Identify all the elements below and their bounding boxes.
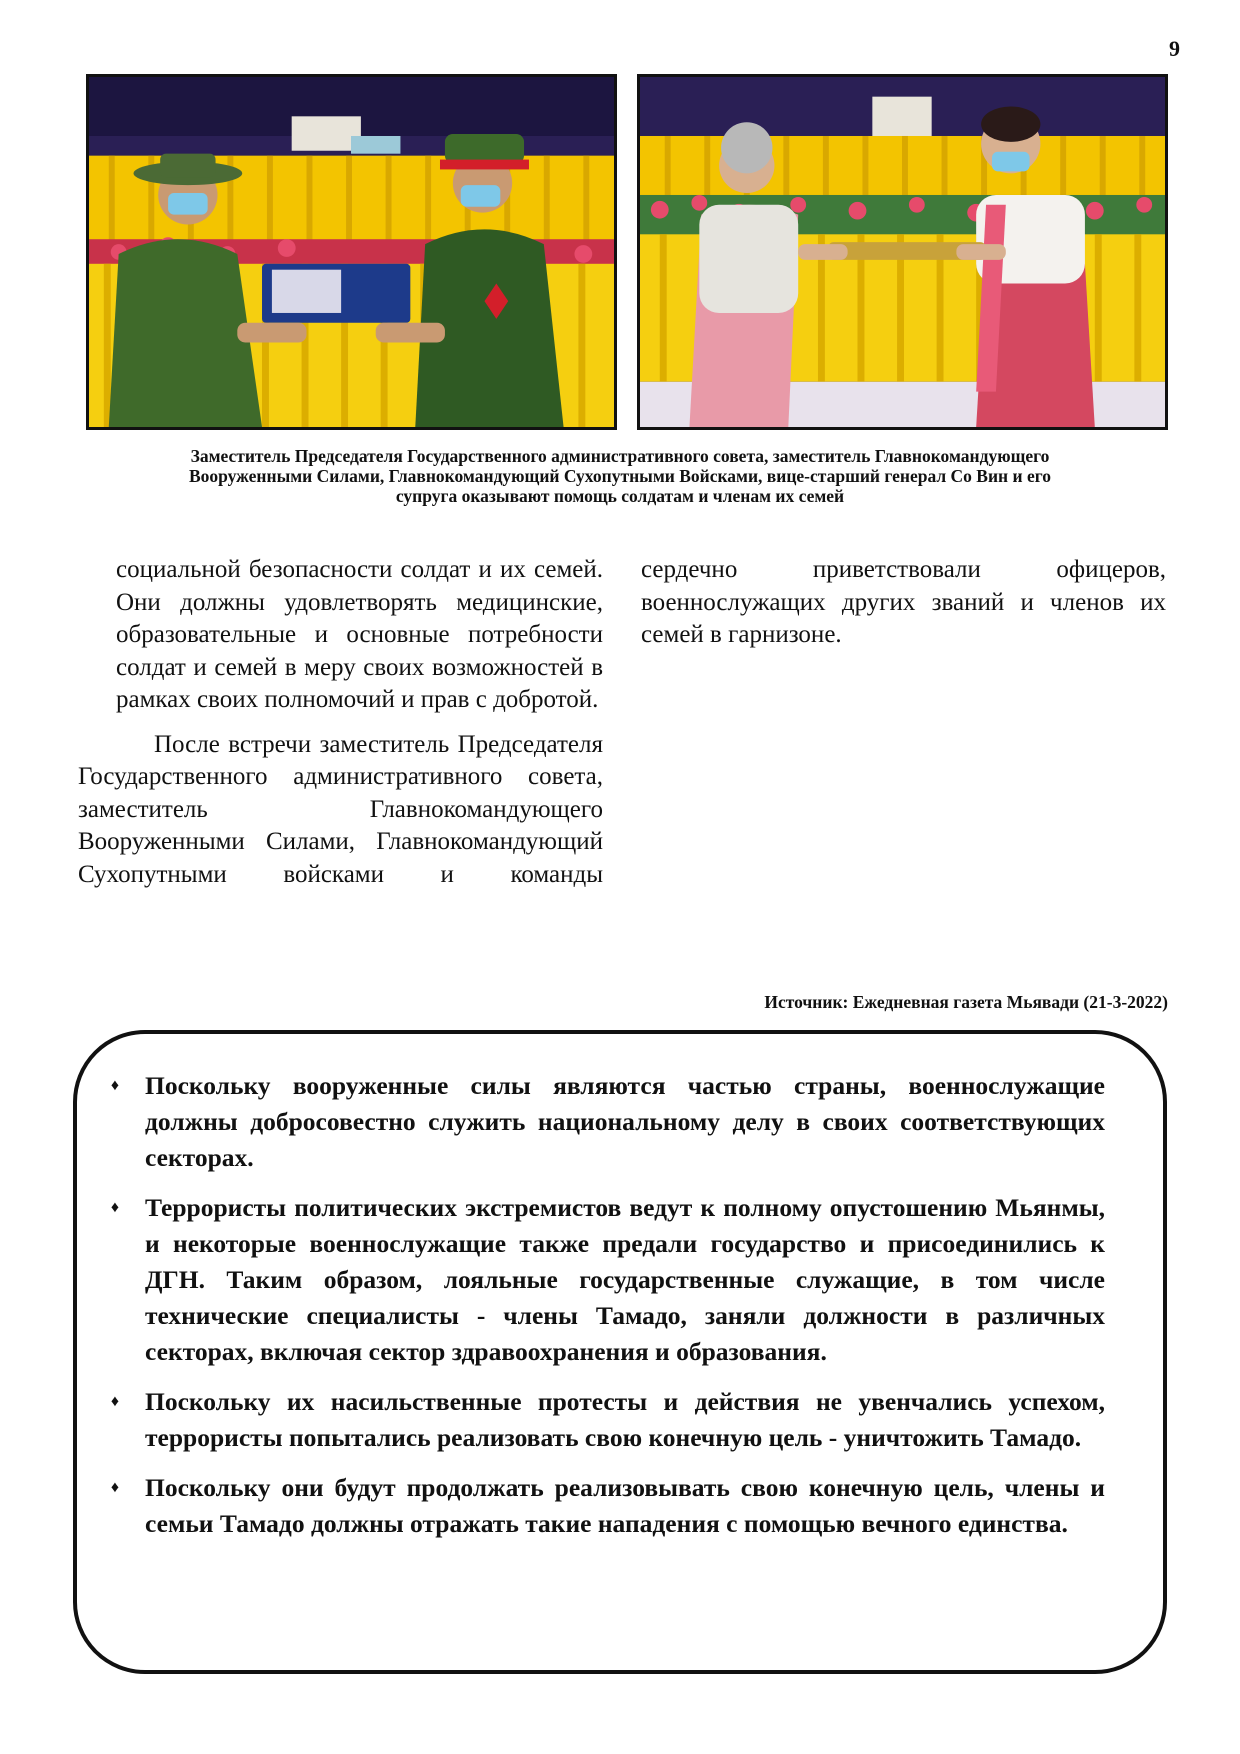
women-exchange-gift-photo bbox=[637, 74, 1168, 430]
diamond-bullet-icon: ♦ bbox=[110, 1479, 120, 1496]
caption-line: супруга оказывают помощь солдатам и членам их семей bbox=[395, 486, 845, 506]
list-item bbox=[110, 1470, 1105, 1542]
article-left-column bbox=[78, 554, 603, 891]
list-item-text: Поскольку их насильственные протесты и действия не увенчались успехом, террористы попытались реализовать свою конечную цель - уничтожить Тамадо. bbox=[145, 1387, 1105, 1452]
source-credit: Источник: Ежедневная газета Мьявади (21-3-2022) bbox=[764, 992, 1168, 1012]
list-item bbox=[110, 1068, 1105, 1176]
list-item-text: Поскольку вооруженные силы являются частью страны, военнослужащие должны добросовестно служить национальному делу в своих соответствующих секторах. bbox=[145, 1071, 1105, 1172]
list-item bbox=[110, 1384, 1105, 1456]
list-item bbox=[110, 1190, 1105, 1370]
key-points-list bbox=[110, 1068, 1105, 1556]
list-item-text: Поскольку они будут продолжать реализовывать свою конечную цель, члены и семьи Тамадо должны отражать такие нападения с помощью вечного единства. bbox=[145, 1473, 1105, 1538]
officers-exchange-gift-photo bbox=[86, 74, 617, 430]
diamond-bullet-icon: ♦ bbox=[110, 1077, 120, 1094]
photo-caption bbox=[80, 446, 1160, 506]
page-number: 9 bbox=[1169, 36, 1180, 61]
article-paragraph: сердечно приветствовали офицеров, военнослужащих других званий и членов их семей в гарнизоне. bbox=[641, 556, 1166, 648]
article-right-column bbox=[641, 554, 1166, 652]
article-paragraph: социальной безопасности солдат и их семей. Они должны удовлетворять медицинские, образовательные и основные потребности солдат и семей в меру своих возможностей в рамках своих полномочий и прав с добротой. bbox=[116, 556, 603, 713]
diamond-bullet-icon: ♦ bbox=[110, 1199, 120, 1216]
diamond-bullet-icon: ♦ bbox=[110, 1393, 120, 1410]
key-points-box bbox=[73, 1030, 1167, 1674]
caption-line: Заместитель Председателя Государственного административного совета, заместитель Главнокомандующего bbox=[190, 446, 1050, 466]
caption-line: Вооруженными Силами, Главнокомандующий Сухопутными Войсками, вице-старший генерал Со Вин и его bbox=[188, 466, 1052, 486]
article-paragraph: После встречи заместитель Председателя Государственного административного совета, заместитель Главнокомандующего Вооруженными Силами, Главнокомандующий Сухопутными войсками и команды bbox=[78, 730, 603, 888]
list-item-text: Террористы политических экстремистов ведут к полному опустошению Мьянмы, и некоторые военнослужащие также предали государство и присоединились к ДГН. Таким образом, лояльные государственные служащие, в том числе технические специалисты - члены Тамадо, заняли должности в различных секторах, включая сектор здравоохранения и образования. bbox=[145, 1193, 1105, 1366]
